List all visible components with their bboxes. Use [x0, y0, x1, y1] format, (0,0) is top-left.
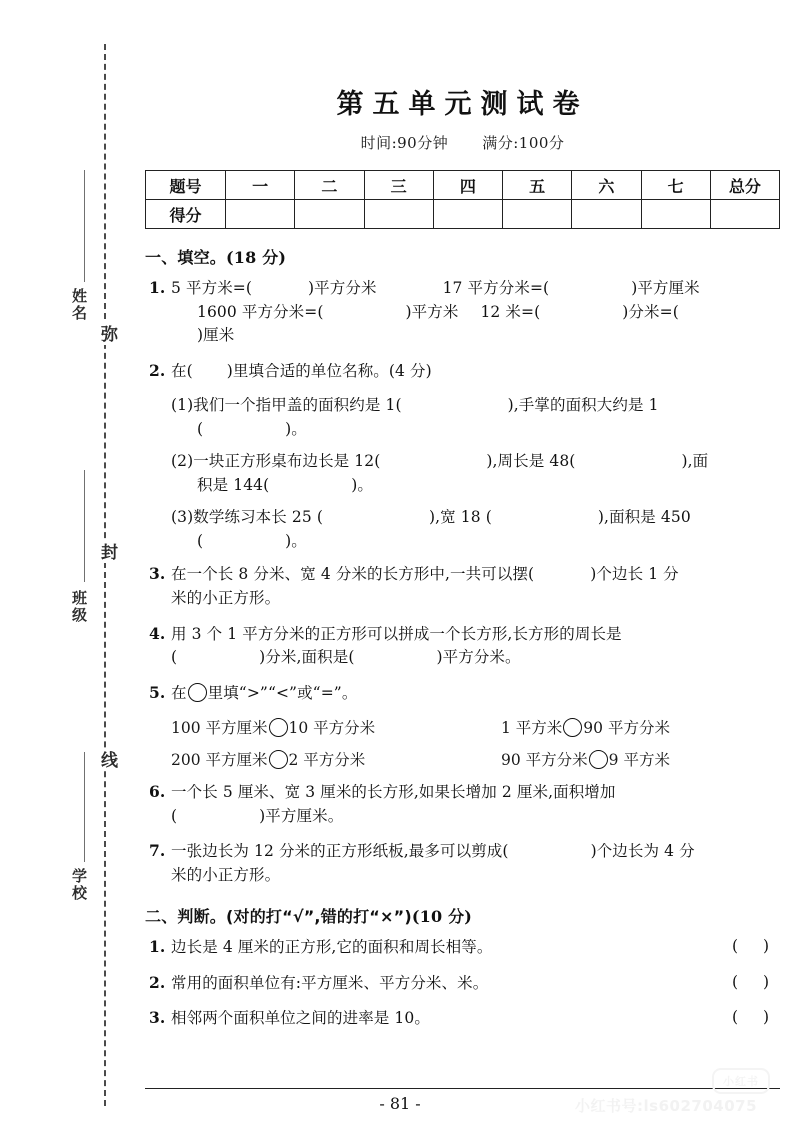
- score-cell-1[interactable]: [226, 200, 295, 229]
- question-4-line1: 用 3 个 1 平方分米的正方形可以拼成一个长方形,长方形的周长是: [171, 624, 622, 643]
- section-heading-2: [145, 904, 785, 927]
- question-2-sub-3-label: (3): [171, 508, 194, 527]
- watermark-text: 小红书号:ls602704075: [575, 1097, 758, 1115]
- comparison-circle[interactable]: [269, 750, 288, 769]
- comparison-circle[interactable]: [589, 750, 608, 769]
- comparison-1-right: 10 平方分米: [288, 719, 376, 738]
- comparison-4-right: 9 平方米: [608, 751, 670, 770]
- tf-question-1: [145, 935, 785, 960]
- question-6-line2-b: )平方厘米。: [259, 806, 344, 825]
- question-5-stem-b: 里填“>”“<”或“=”。: [207, 683, 358, 702]
- seal-field-name: 姓名: [70, 288, 88, 322]
- question-5-number: 5.: [149, 682, 166, 702]
- question-2-sub-3-c: ),面积是 450: [597, 508, 691, 527]
- comparison-item-3: [171, 748, 501, 770]
- question-6: [145, 780, 785, 828]
- question-2-sub-3-b: ),宽 18 (: [429, 508, 492, 527]
- question-1-line1-d: )平方厘米: [631, 279, 700, 297]
- tf-question-2-number: 2.: [149, 972, 166, 992]
- question-6-number: 6.: [149, 782, 166, 802]
- score-table-header-6: 六: [572, 171, 641, 200]
- question-1-line1-a: 5 平方米=(: [171, 279, 253, 297]
- question-2-sub-2-a: 一块正方形桌布边长是 12(: [193, 452, 381, 471]
- score-cell-4[interactable]: [433, 200, 502, 229]
- score-table-header-7: 七: [641, 171, 710, 200]
- tf-answer-box[interactable]: ( ): [731, 972, 779, 991]
- comparison-circle[interactable]: [563, 718, 582, 737]
- comparison-3-right: 2 平方分米: [288, 751, 366, 770]
- question-7-line1-a: 一张边长为 12 分米的正方形纸板,最多可以剪成(: [171, 842, 509, 861]
- seal-rule-name: [84, 170, 85, 282]
- question-1-line2-a: 1600 平方分米=(: [197, 302, 324, 321]
- tf-question-3: [145, 1006, 785, 1031]
- comparison-3-left: 200 平方厘米: [171, 751, 268, 770]
- question-1-number: 1.: [149, 278, 166, 297]
- score-cell-3[interactable]: [364, 200, 433, 229]
- score-table-header-3: 三: [364, 171, 433, 200]
- score-table-header-5: 五: [503, 171, 572, 200]
- question-2-sub-1-b: ),手掌的面积大约是 1: [507, 396, 659, 415]
- question-1-line2-b: )平方米: [405, 302, 459, 321]
- score-table-score-label: 得分: [146, 200, 226, 229]
- question-3-line2: 米的小正方形。: [171, 589, 281, 608]
- seal-rule-school: [84, 752, 85, 862]
- question-3-line1-a: 在一个长 8 分米、宽 4 分米的长方形中,一共可以摆(: [171, 565, 535, 584]
- question-1-line1-c: 17 平方分米=(: [442, 279, 550, 297]
- score-table-header-2: 二: [295, 171, 364, 200]
- seal-field-class: 班级: [70, 590, 88, 624]
- seal-dashed-line: [104, 44, 106, 1106]
- exam-time-label: 时间:90分钟: [360, 134, 449, 152]
- question-6-line1: 一个长 5 厘米、宽 3 厘米的长方形,如果长增加 2 厘米,面积增加: [171, 783, 616, 802]
- score-table-header-4: 四: [433, 171, 502, 200]
- section-2-title: 二、判断。(对的打“√”,错的打“×”): [145, 907, 412, 927]
- score-table-header-1: 一: [226, 171, 295, 200]
- question-7: [145, 839, 785, 887]
- comparison-4-left: 90 平方分米: [501, 751, 588, 770]
- comparison-item-4: [501, 748, 670, 770]
- score-cell-2[interactable]: [295, 200, 364, 229]
- comparison-circle[interactable]: [269, 718, 288, 737]
- tf-answer-box[interactable]: ( ): [731, 937, 779, 956]
- comparison-item-1: [171, 716, 501, 738]
- question-2-sub-3: [145, 506, 785, 553]
- question-1-line2-d: )分米=(: [622, 302, 679, 321]
- question-3: [145, 562, 785, 610]
- comparison-1-left: 100 平方厘米: [171, 719, 268, 738]
- seal-rule-class: [84, 470, 85, 582]
- question-2-sub-1-c: (: [197, 419, 204, 438]
- section-1-title: 一、填空。: [145, 248, 227, 267]
- question-2-sub-3-d: (: [197, 531, 204, 550]
- tf-question-3-number: 3.: [149, 1008, 166, 1028]
- question-2-stem-a: 在(: [171, 361, 193, 380]
- exam-meta: [145, 132, 780, 153]
- tf-question-1-text: 边长是 4 厘米的正方形,它的面积和周长相等。: [171, 938, 493, 957]
- question-3-line1-b: )个边长 1 分: [590, 565, 679, 584]
- exam-total-label: 满分:100分: [482, 134, 565, 152]
- question-2-sub-1-label: (1): [171, 396, 194, 415]
- question-2-points: (4 分): [388, 361, 432, 380]
- comparison-2-right: 90 平方分米: [583, 719, 670, 738]
- question-2-sub-1: [145, 394, 785, 441]
- section-1-points: (18 分): [226, 248, 287, 267]
- score-table-header-total: 总分: [710, 171, 779, 200]
- score-cell-6[interactable]: [572, 200, 641, 229]
- question-1-line1-b: )平方分米: [308, 279, 377, 297]
- question-4-line2-c: )平方分米。: [436, 648, 521, 667]
- score-table: [145, 170, 780, 229]
- question-1-line2-e: )厘米: [197, 326, 235, 345]
- tf-question-2: [145, 971, 785, 996]
- watermark-badge: 小红书: [712, 1068, 770, 1094]
- score-cell-total[interactable]: [710, 200, 779, 229]
- question-2-sub-2-b: ),周长是 48(: [486, 452, 576, 471]
- question-2-sub-3-e: )。: [285, 531, 307, 550]
- question-2-sub-2-label: (2): [171, 452, 194, 471]
- question-1: [145, 276, 785, 348]
- question-4: [145, 622, 785, 670]
- seal-char-xian: 线: [94, 748, 118, 771]
- question-7-line2: 米的小正方形。: [171, 865, 281, 884]
- seal-margin: [0, 0, 140, 1141]
- question-content: [145, 245, 785, 1031]
- section-2-points: (10 分): [411, 907, 473, 927]
- question-2-sub-2-d: 积是 144(: [197, 475, 270, 494]
- question-2: [145, 359, 785, 384]
- question-3-number: 3.: [149, 564, 166, 584]
- question-5: [145, 681, 785, 706]
- question-5-comparison-row-1: [145, 716, 785, 738]
- seal-field-school: 学校: [70, 868, 88, 902]
- section-heading-1: [145, 245, 785, 268]
- seal-char-feng: 封: [94, 540, 118, 563]
- comparison-item-2: [501, 716, 670, 738]
- question-1-line2-c: 12 米=(: [480, 302, 541, 321]
- question-4-line2-b: )分米,面积是(: [259, 648, 355, 667]
- question-2-sub-1-a: 我们一个指甲盖的面积约是 1(: [193, 396, 402, 415]
- score-cell-7[interactable]: [641, 200, 710, 229]
- page-number: - 81 -: [379, 1094, 421, 1113]
- score-table-header-label: 题号: [146, 171, 226, 200]
- question-2-sub-3-a: 数学练习本长 25 (: [193, 508, 323, 527]
- table-row: [146, 171, 780, 200]
- question-2-sub-2-e: )。: [351, 475, 374, 494]
- question-4-number: 4.: [149, 623, 166, 643]
- question-5-stem-a: 在: [171, 683, 187, 702]
- tf-question-1-number: 1.: [149, 937, 166, 957]
- exam-paper: [140, 0, 800, 1141]
- question-2-sub-2: [145, 450, 785, 497]
- table-row: [146, 200, 780, 229]
- comparison-circle[interactable]: [188, 683, 207, 702]
- seal-char-mi: 弥: [94, 322, 118, 345]
- tf-answer-box[interactable]: ( ): [731, 1008, 779, 1027]
- tf-question-2-text: 常用的面积单位有:平方厘米、平方分米、米。: [171, 973, 489, 992]
- question-6-line2-a: (: [171, 806, 178, 825]
- question-2-sub-2-c: ),面: [681, 452, 709, 471]
- question-4-line2-a: (: [171, 648, 178, 667]
- question-2-number: 2.: [149, 360, 166, 380]
- comparison-2-left: 1 平方米: [501, 719, 563, 738]
- question-5-comparison-row-2: [145, 748, 785, 770]
- score-cell-5[interactable]: [503, 200, 572, 229]
- question-7-number: 7.: [149, 841, 166, 861]
- page-title: 第五单元测试卷: [336, 89, 589, 120]
- question-2-sub-1-d: )。: [285, 419, 307, 438]
- question-7-line1-b: )个边长为 4 分: [590, 842, 695, 861]
- tf-question-3-text: 相邻两个面积单位之间的进率是 10。: [171, 1009, 430, 1028]
- footer-divider: [145, 1088, 780, 1089]
- question-2-stem-b: )里填合适的单位名称。: [226, 361, 389, 380]
